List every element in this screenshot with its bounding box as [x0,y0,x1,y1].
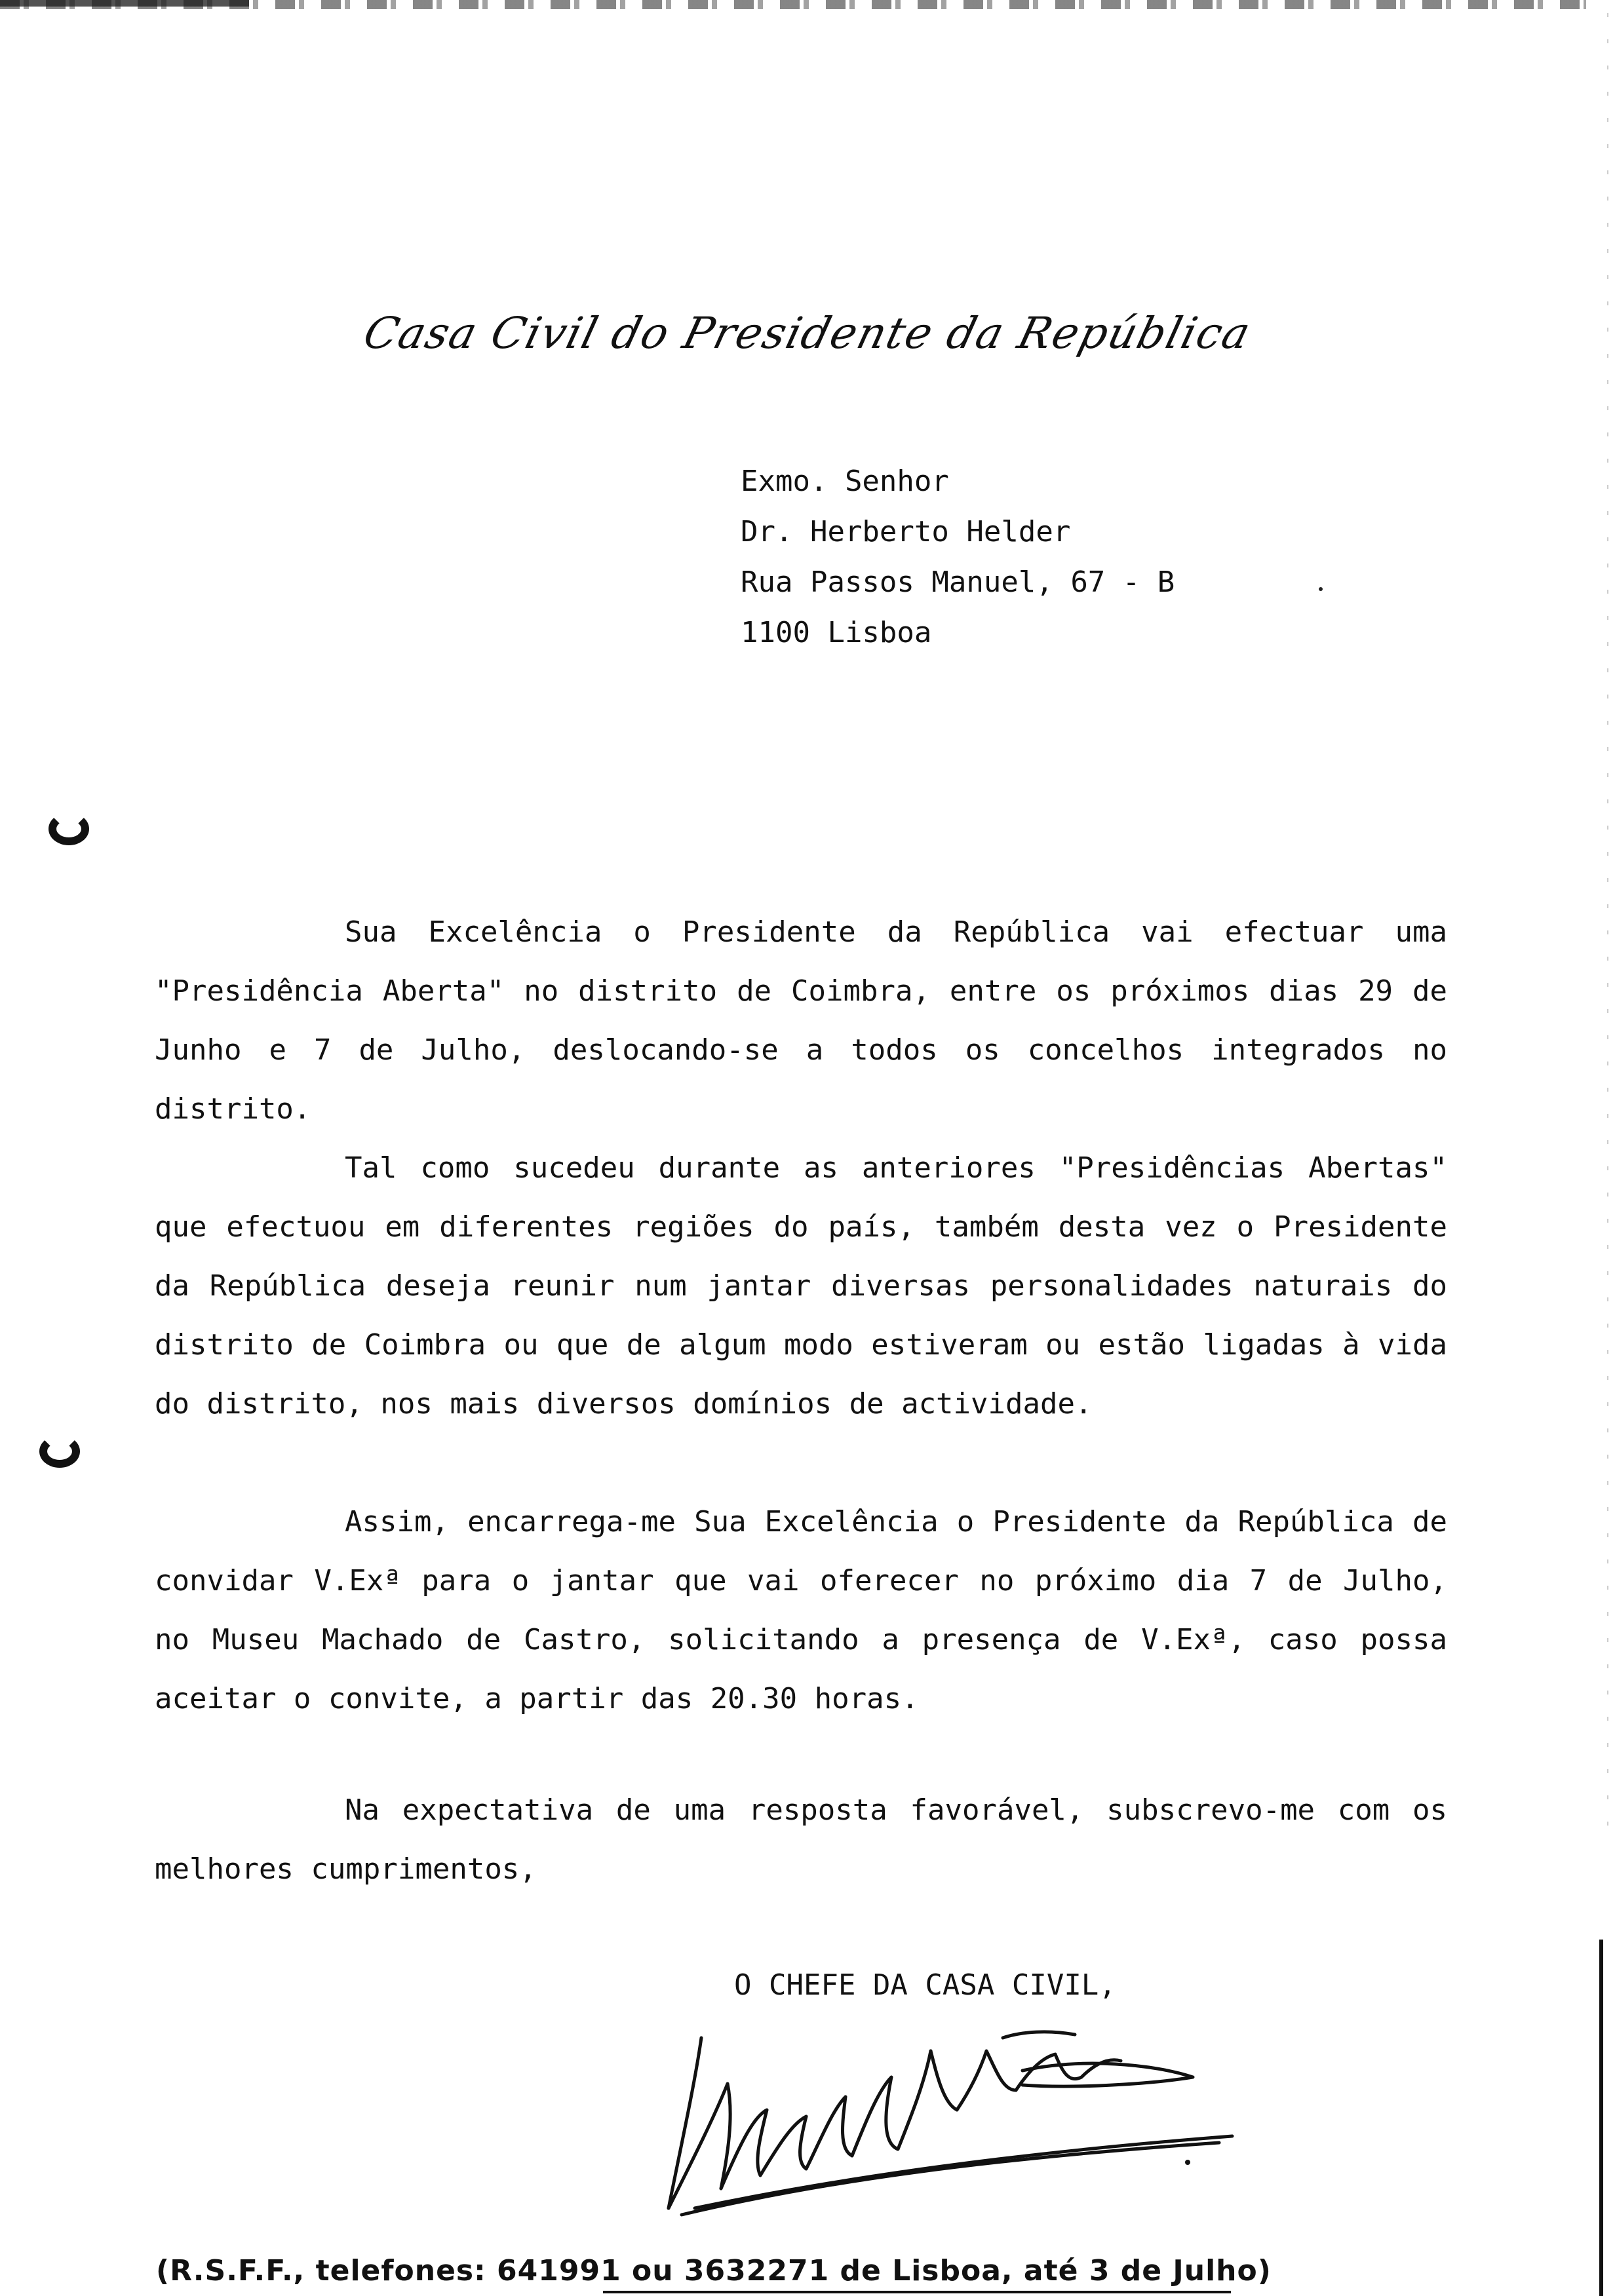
scan-edge-top-left [0,0,249,7]
scan-edge-right-faint [1607,13,1608,1848]
paragraph-1 [155,903,1447,1139]
paragraph-3-text: Assim, encarrega-me Sua Excelência o Presidente da República de convidar V.Exª para o jantar que vai oferecer no próximo dia 7 de Julho, no Museu Machado de Castro, solicitando a presença de V.Exª, caso possa aceitar o convite, a partir das 20.30 horas. [155,1505,1447,1715]
scan-edge-right [1599,1940,1603,2296]
handwritten-signature [655,2012,1298,2221]
paragraph-3 [155,1493,1447,1729]
paragraph-2-text: Tal como sucedeu durante as anteriores "Presidências Abertas" que efectuou em diferentes regiões do país, também desta vez o Presidente da República deseja reunir num jantar diversas personalidades naturais do distrito de Coimbra ou que de algum modo estiveram ou estão ligadas à vida do distrito, nos mais diversos domínios de actividade. [155,1151,1447,1421]
closing-title: O CHEFE DA CASA CIVIL, [734,1968,1116,2002]
recipient-street: Rua Passos Manuel, 67 - B [741,565,1175,599]
paragraph-2 [155,1139,1447,1434]
letterhead: Casa Civil do Presidente da República [359,308,1256,358]
footer-underline [603,2291,1231,2293]
recipient-name: Dr. Herberto Helder [741,515,1071,548]
recipient-city: 1100 Lisboa [741,616,932,649]
punch-hole-icon [39,1435,80,1468]
paragraph-4-text: Na expectativa de uma resposta favorável, subscrevo-me com os melhores cumprimentos, [155,1793,1447,1886]
recipient-address [741,456,1175,658]
footer-note: (R.S.F.F., telefones: 641991 ou 3632271 de Lisboa, até 3 de Julho) [156,2254,1272,2287]
paragraph-1-text: Sua Excelência o Presidente da República vai efectuar uma "Presidência Aberta" no distrito de Coimbra, entre os próximos dias 29 de Junho e 7 de Julho, deslocando-se a todos os concelhos integrados no distrito. [155,915,1447,1126]
recipient-title: Exmo. Senhor [741,465,949,498]
paragraph-4 [155,1781,1447,1899]
punch-hole-icon [49,813,89,845]
stray-mark [1319,587,1323,591]
